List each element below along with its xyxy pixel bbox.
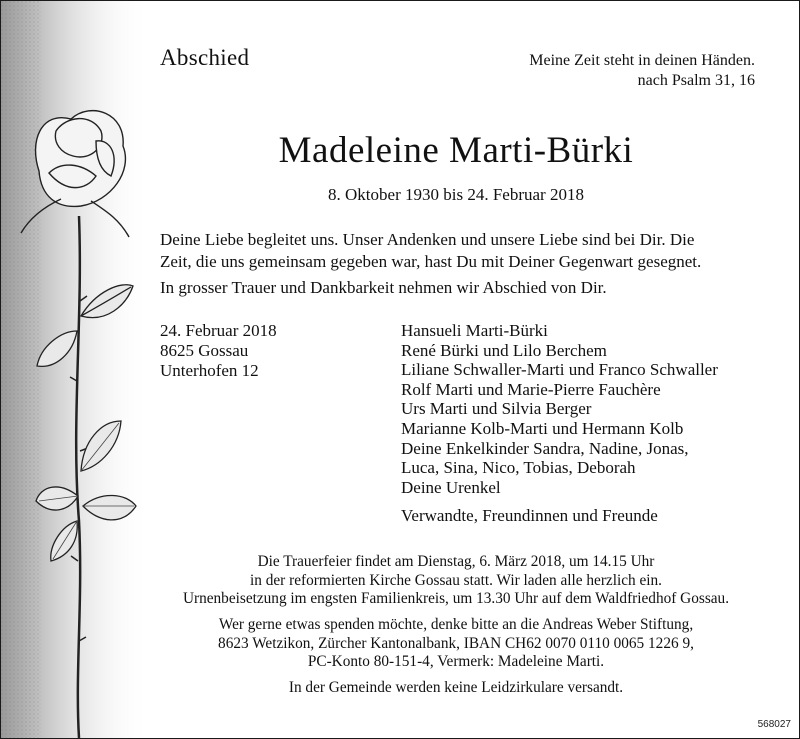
address-block — [160, 321, 277, 381]
mourner-line: Marianne Kolb-Marti und Hermann Kolb — [401, 418, 684, 438]
ceremony-line: Die Trauerfeier findet am Dienstag, 6. März 2018, um 14.15 Uhr — [257, 553, 655, 570]
life-dates: 8. Oktober 1930 bis 24. Februar 2018 — [328, 185, 584, 204]
motto-quote — [529, 51, 755, 91]
donation-line: Wer gerne etwas spenden möchte, denke bitte an die Andreas Weber Stiftung, — [218, 616, 694, 633]
mourner-line: Liliane Schwaller-Marti und Franco Schwaller — [401, 360, 718, 380]
mourners-list — [401, 321, 718, 497]
ceremony-line: Urnenbeisetzung im engsten Familienkreis, um 13.30 Uhr auf dem Waldfriedhof Gossau. — [182, 590, 730, 607]
mourner-line: Deine Enkelkinder Sandra, Nadine, Jonas, — [401, 438, 689, 458]
donation-info — [151, 616, 761, 672]
circular-notice: In der Gemeinde werden keine Leidzirkulare versandt. — [288, 679, 624, 696]
intro-line: Zeit, die uns gemeinsam gegeben war, hast Du mit Deiner Gegenwart gesegnet. — [160, 252, 702, 271]
mourner-line: Deine Urenkel — [401, 477, 501, 497]
donation-line: 8623 Wetzikon, Zürcher Kantonalbank, IBAN CH62 0070 0110 0065 1226 9, — [218, 634, 694, 652]
mourner-line: Hansueli Marti-Bürki — [401, 321, 548, 340]
rose-illustration — [1, 1, 151, 738]
address-city: 8625 Gossau — [160, 341, 249, 360]
mourner-line: Rolf Marti und Marie-Pierre Fauchère — [401, 379, 661, 399]
intro-paragraph — [160, 229, 760, 273]
address-date: 24. Februar 2018 — [160, 321, 277, 340]
heading-abschied: Abschied — [160, 45, 250, 70]
donation-line: PC-Konto 80-151-4, Vermerk: Madeleine Marti. — [307, 653, 605, 670]
ad-id: 568027 — [757, 719, 791, 730]
mourner-line: Luca, Sina, Nico, Tobias, Deborah — [401, 458, 636, 478]
mourner-line: Urs Marti und Silvia Berger — [401, 399, 592, 419]
ceremony-info — [151, 553, 761, 609]
mourner-line: René Bürki und Lilo Berchem — [401, 340, 607, 360]
deceased-name: Madeleine Marti-Bürki — [278, 130, 634, 171]
ceremony-line: in der reformierten Kirche Gossau statt. Wir laden alle herzlich ein. — [250, 571, 662, 589]
intro-line: Deine Liebe begleitet uns. Unser Andenken und unsere Liebe sind bei Dir. Die — [160, 230, 695, 249]
relatives-line: Verwandte, Freundinnen und Freunde — [401, 506, 658, 525]
farewell-line: In grosser Trauer und Dankbarkeit nehmen wir Abschied von Dir. — [160, 278, 607, 297]
address-street: Unterhofen 12 — [160, 361, 259, 380]
motto-line: Meine Zeit steht in deinen Händen. — [529, 52, 755, 69]
motto-source: nach Psalm 31, 16 — [637, 72, 755, 89]
